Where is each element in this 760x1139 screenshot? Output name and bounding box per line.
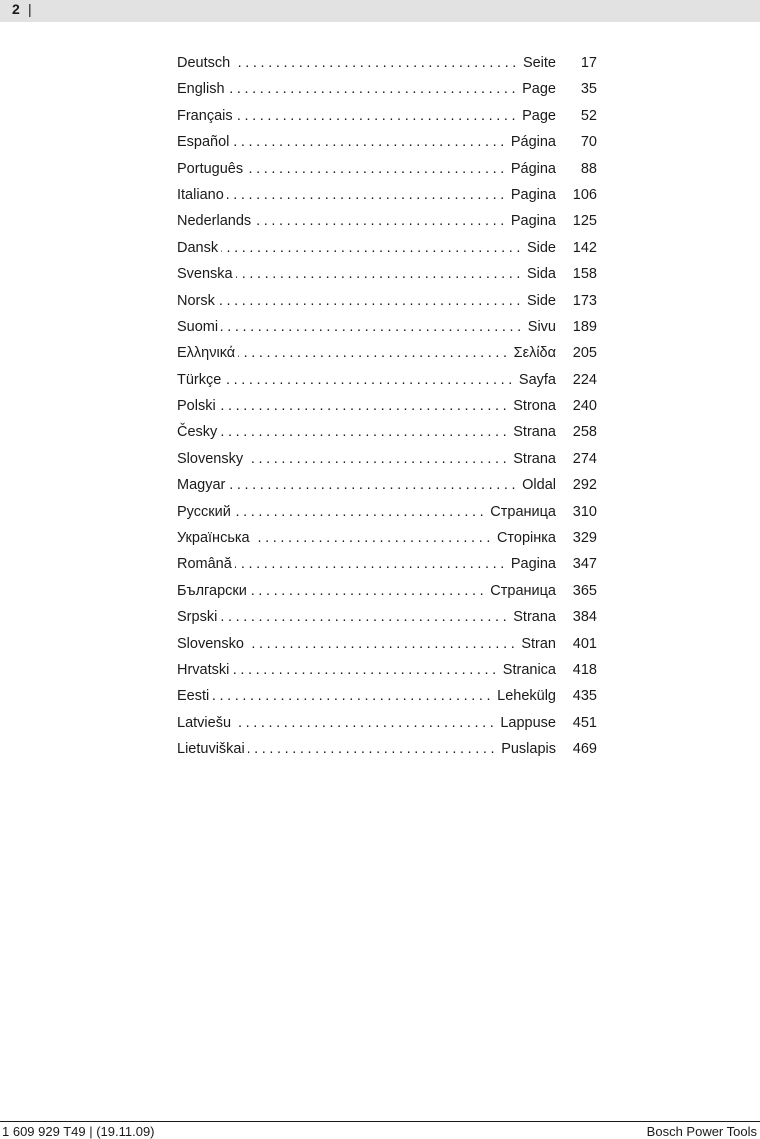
toc-entry[interactable] xyxy=(177,499,597,525)
toc-entry[interactable] xyxy=(177,76,597,102)
toc-page-word: Page xyxy=(522,81,556,98)
footer-divider xyxy=(0,1121,760,1122)
toc-language: Hrvatski xyxy=(177,661,230,678)
toc-entry[interactable] xyxy=(177,393,597,419)
toc-page-word: Strana xyxy=(513,450,556,467)
toc-entry[interactable] xyxy=(177,525,597,551)
toc-page-number: 365 xyxy=(572,582,597,599)
toc-entry[interactable] xyxy=(177,446,597,472)
toc-page-word: Pagina xyxy=(510,213,556,230)
toc-page-word: Strana xyxy=(513,609,556,626)
toc-language: Svenska xyxy=(177,266,233,283)
toc-page-word: Puslapis xyxy=(501,741,556,758)
toc-page-number: 329 xyxy=(572,530,597,547)
toc-language: Norsk xyxy=(177,292,215,309)
toc-page-word: Lappuse xyxy=(500,714,556,731)
toc-language: Suomi xyxy=(177,318,219,335)
toc-page-number: 469 xyxy=(572,741,597,758)
toc-dot-leader xyxy=(228,472,519,498)
toc-entry[interactable] xyxy=(177,736,597,762)
toc-dot-leader xyxy=(220,604,510,630)
toc-entry[interactable] xyxy=(177,156,597,182)
toc-entry[interactable] xyxy=(177,314,597,340)
toc-page-number: 292 xyxy=(572,477,597,494)
page-header xyxy=(0,0,760,22)
toc-entry[interactable] xyxy=(177,208,597,234)
toc-language: Magyar xyxy=(177,477,226,494)
toc-page-number: 384 xyxy=(572,609,597,626)
toc-dot-leader xyxy=(246,446,510,472)
toc-entry[interactable] xyxy=(177,103,597,129)
toc-dot-leader xyxy=(248,736,498,762)
toc-dot-leader xyxy=(246,156,508,182)
toc-language: Nederlands xyxy=(177,213,252,230)
toc-page-number: 106 xyxy=(572,186,597,203)
toc-page-number: 205 xyxy=(572,345,597,362)
toc-dot-leader xyxy=(236,261,524,287)
toc-page-word: Sivu xyxy=(527,318,556,335)
toc-dot-leader xyxy=(219,393,511,419)
toc-page-word: Strana xyxy=(513,424,556,441)
toc-page-number: 125 xyxy=(572,213,597,230)
toc-page-word: Sida xyxy=(526,266,556,283)
toc-page-word: Страница xyxy=(490,503,556,520)
toc-page-word: Сторінка xyxy=(496,530,556,547)
toc-page-word: Sayfa xyxy=(518,371,556,388)
toc-dot-leader xyxy=(212,683,494,709)
toc-page-number: 435 xyxy=(572,688,597,705)
toc-page-number: 173 xyxy=(572,292,597,309)
toc-dot-leader xyxy=(224,367,516,393)
toc-language: Türkçe xyxy=(177,371,222,388)
toc-page-word: Pagina xyxy=(510,556,556,573)
toc-page-number: 347 xyxy=(572,556,597,573)
toc-page-number: 88 xyxy=(580,160,597,177)
toc-entry[interactable] xyxy=(177,578,597,604)
toc-language: Eesti xyxy=(177,688,210,705)
toc-page-word: Side xyxy=(526,292,556,309)
toc-page-number: 70 xyxy=(580,134,597,151)
toc-page-word: Lehekülg xyxy=(497,688,556,705)
toc-page-number: 189 xyxy=(572,318,597,335)
toc-page-number: 240 xyxy=(572,398,597,415)
toc-language: Lietuviškai xyxy=(177,741,245,758)
footer-document-id: 1 609 929 T49 | (19.11.09) xyxy=(2,1124,155,1139)
toc-page-number: 35 xyxy=(580,81,597,98)
toc-language: Dansk xyxy=(177,239,219,256)
toc-page-number: 224 xyxy=(572,371,597,388)
toc-language: Français xyxy=(177,107,233,124)
toc-dot-leader xyxy=(250,578,487,604)
page-number: 2 xyxy=(12,1,20,17)
toc-entry[interactable] xyxy=(177,472,597,498)
toc-dot-leader xyxy=(221,314,525,340)
header-separator: | xyxy=(28,1,32,17)
footer-brand: Bosch Power Tools xyxy=(646,1124,757,1139)
table-of-contents xyxy=(177,50,597,763)
toc-dot-leader xyxy=(233,50,520,76)
toc-language: Srpski xyxy=(177,609,218,626)
toc-page-number: 310 xyxy=(572,503,597,520)
toc-page-word: Page xyxy=(522,107,556,124)
toc-page-number: 451 xyxy=(572,714,597,731)
toc-language: Ελληνικά xyxy=(177,345,236,362)
toc-dot-leader xyxy=(228,76,520,102)
toc-language: Slovensky xyxy=(177,450,244,467)
toc-language: Česky xyxy=(177,424,218,441)
toc-entry[interactable] xyxy=(177,683,597,709)
toc-dot-leader xyxy=(232,657,499,683)
toc-dot-leader xyxy=(232,129,507,155)
toc-page-number: 52 xyxy=(580,107,597,124)
toc-dot-leader xyxy=(247,631,518,657)
toc-dot-leader xyxy=(218,288,524,314)
toc-page-word: Oldal xyxy=(522,477,556,494)
toc-page-word: Σελίδα xyxy=(513,345,556,362)
toc-page-number: 274 xyxy=(572,450,597,467)
toc-page-word: Página xyxy=(510,160,556,177)
toc-language: Български xyxy=(177,582,247,599)
toc-page-number: 142 xyxy=(572,239,597,256)
toc-entry[interactable] xyxy=(177,657,597,683)
toc-page-number: 17 xyxy=(580,55,597,71)
toc-language: Deutsch xyxy=(177,55,231,71)
toc-language: English xyxy=(177,81,225,98)
toc-dot-leader xyxy=(253,525,494,551)
toc-entry[interactable] xyxy=(177,631,597,657)
toc-language: Español xyxy=(177,134,230,151)
toc-language: Slovensko xyxy=(177,635,244,652)
toc-entry[interactable] xyxy=(177,367,597,393)
toc-entry[interactable] xyxy=(177,340,597,366)
toc-page-number: 401 xyxy=(572,635,597,652)
toc-entry[interactable] xyxy=(177,129,597,155)
toc-dot-leader xyxy=(220,419,510,445)
toc-language: Українська xyxy=(177,530,250,547)
toc-entry[interactable] xyxy=(177,235,597,261)
toc-language: Русский xyxy=(177,503,231,520)
toc-dot-leader xyxy=(234,499,487,525)
toc-entry[interactable] xyxy=(177,604,597,630)
toc-dot-leader xyxy=(221,235,524,261)
toc-dot-leader xyxy=(238,340,510,366)
toc-language: Português xyxy=(177,160,244,177)
toc-entry[interactable] xyxy=(177,261,597,287)
toc-page-number: 418 xyxy=(572,661,597,678)
toc-entry[interactable] xyxy=(177,551,597,577)
toc-dot-leader xyxy=(236,103,520,129)
toc-page-word: Страница xyxy=(490,582,556,599)
toc-page-word: Pagina xyxy=(510,186,556,203)
toc-page-number: 258 xyxy=(572,424,597,441)
toc-page-word: Stranica xyxy=(502,661,556,678)
toc-entry[interactable] xyxy=(177,288,597,314)
toc-entry[interactable] xyxy=(177,182,597,208)
toc-language: Română xyxy=(177,556,232,573)
toc-dot-leader xyxy=(235,551,508,577)
toc-page-word: Side xyxy=(526,239,556,256)
toc-page-number: 158 xyxy=(572,266,597,283)
toc-page-word: Seite xyxy=(522,55,556,71)
toc-language: Italiano xyxy=(177,186,224,203)
toc-entry[interactable] xyxy=(177,710,597,736)
toc-entry[interactable] xyxy=(177,419,597,445)
toc-language: Polski xyxy=(177,398,216,415)
toc-dot-leader xyxy=(234,710,497,736)
toc-page-word: Strona xyxy=(513,398,556,415)
toc-page-word: Stran xyxy=(521,635,556,652)
toc-language: Latviešu xyxy=(177,714,232,731)
toc-dot-leader xyxy=(227,182,508,208)
toc-dot-leader xyxy=(254,208,508,234)
toc-entry[interactable] xyxy=(177,50,597,76)
toc-page-word: Página xyxy=(510,134,556,151)
